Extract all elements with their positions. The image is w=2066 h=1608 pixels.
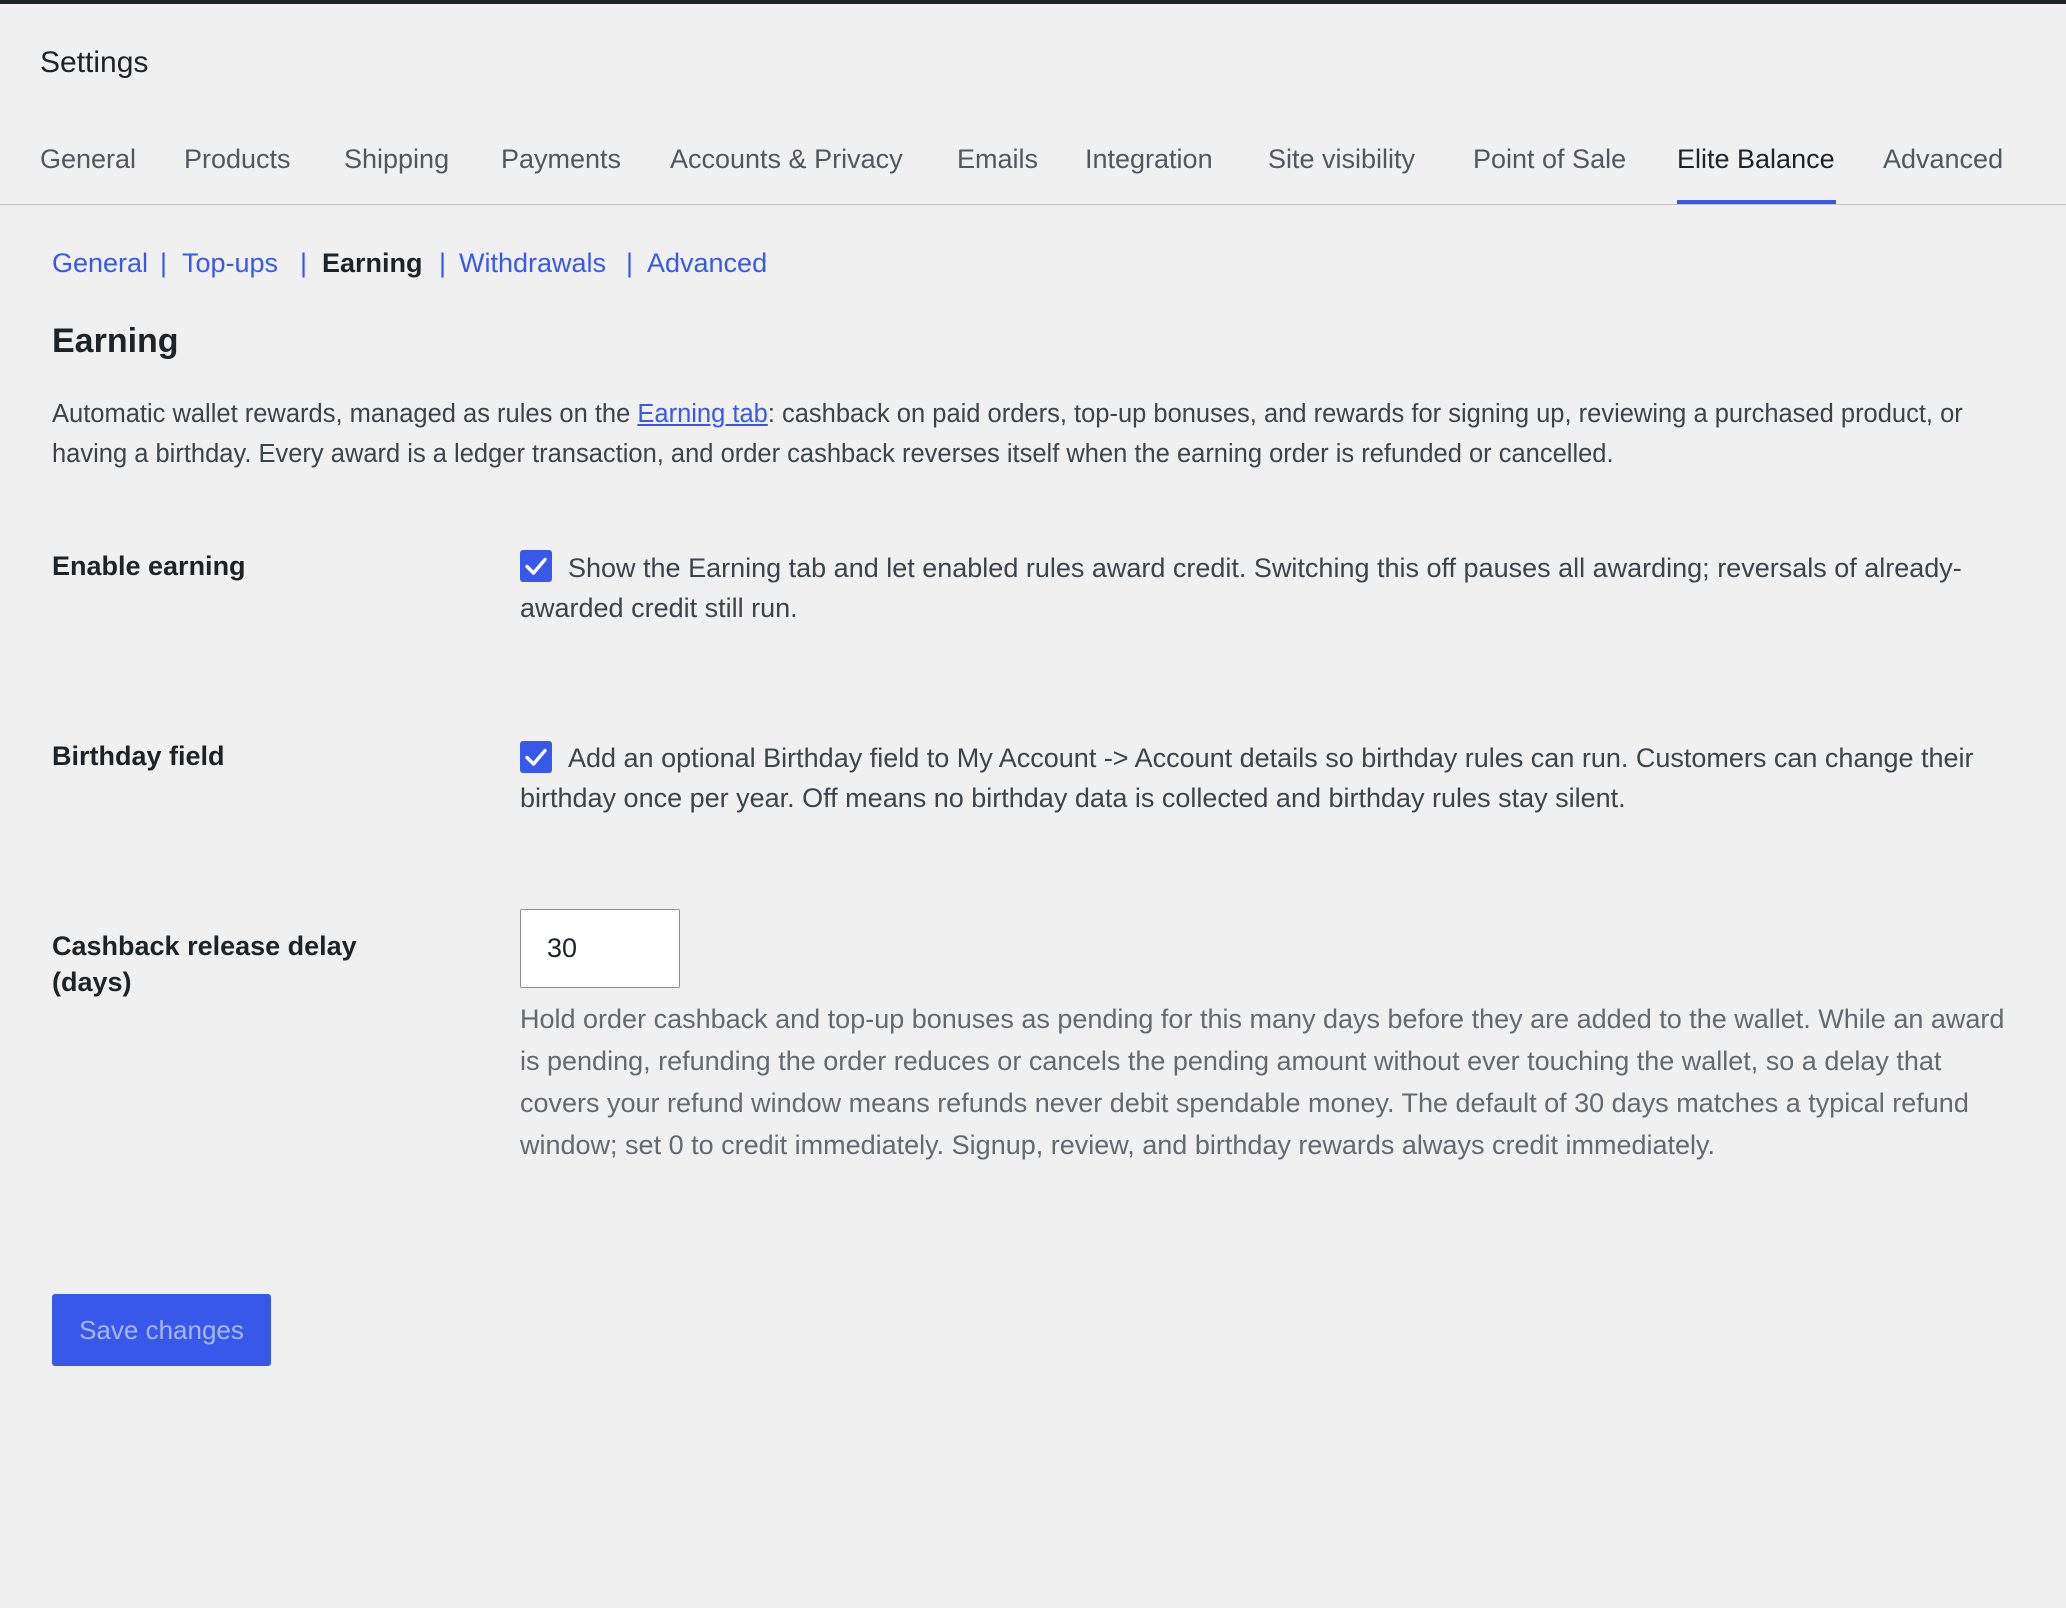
admin-top-border <box>0 0 2066 4</box>
enable-earning-label: Enable earning <box>52 551 246 581</box>
tab-advanced[interactable]: Advanced <box>1883 144 2004 174</box>
save-button[interactable]: Save changes <box>52 1294 271 1366</box>
settings-tabs <box>0 120 2066 205</box>
subnav-separator: | <box>439 248 447 278</box>
tab-payments[interactable]: Payments <box>501 144 622 174</box>
page-title: Settings <box>40 46 149 79</box>
tab-products[interactable]: Products <box>184 144 291 174</box>
cashback-delay-label: Cashback release delay (days) <box>52 931 357 997</box>
birthday-field-label: Birthday field <box>52 741 225 771</box>
subnav-separator: | <box>626 248 634 278</box>
section-description <box>52 394 2012 474</box>
intro-text: Automatic wallet rewards, managed as rules on the <box>52 400 638 428</box>
tab-general[interactable]: General <box>40 144 137 174</box>
tab-shipping[interactable]: Shipping <box>344 144 450 174</box>
birthday-field-description: Add an optional Birthday field to My Account -> Account details so birthday rules can run. Customers can change their birthday once per year. Off means no birthday data is collected and birthday rules stay silent. <box>520 743 1974 813</box>
subnav-earning: Earning <box>322 248 423 278</box>
section-title: Earning <box>52 322 179 360</box>
active-tab-indicator <box>1677 200 1836 204</box>
intro-text-continued: : cashback on paid orders, top-up bonuses, and rewards for signing up, reviewing a purchased product, or having a birthday. Every award is a ledger transaction, and order cashback reverses itself when the earning order is refunded or cancelled. <box>52 400 1963 468</box>
subnav-withdrawals[interactable]: Withdrawals <box>459 248 607 278</box>
subnav-advanced[interactable]: Advanced <box>647 248 768 278</box>
cashback-delay-help: Hold order cashback and top-up bonuses as pending for this many days before they are added to the wallet. While an award is pending, refunding the order reduces or cancels the pending amount without ever touching the wallet, so a delay that covers your refund window means refunds never debit spendable money. The default of 30 days matches a typical refund window; set 0 to credit immediately. Signup, review, and birthday rewards always credit immediately. <box>520 1004 2005 1160</box>
tab-elite-balance[interactable]: Elite Balance <box>1677 144 1835 174</box>
tab-site-visibility[interactable]: Site visibility <box>1268 144 1416 174</box>
subnav-general[interactable]: General <box>52 248 149 278</box>
subnav-top-ups[interactable]: Top-ups <box>182 248 279 278</box>
tab-point-of-sale[interactable]: Point of Sale <box>1473 144 1627 174</box>
enable-earning-description: Show the Earning tab and let enabled rules award credit. Switching this off pauses all awarding; reversals of already-awarded credit still run. <box>520 553 1962 623</box>
subnav-separator: | <box>160 248 168 278</box>
tab-integration[interactable]: Integration <box>1085 144 1213 174</box>
cashback-delay-input[interactable] <box>520 909 680 988</box>
earning-tab-link[interactable]: Earning tab <box>637 400 768 428</box>
subnav-separator: | <box>300 248 308 278</box>
tab-accounts-privacy[interactable]: Accounts & Privacy <box>670 144 903 174</box>
tab-emails[interactable]: Emails <box>957 144 1039 174</box>
